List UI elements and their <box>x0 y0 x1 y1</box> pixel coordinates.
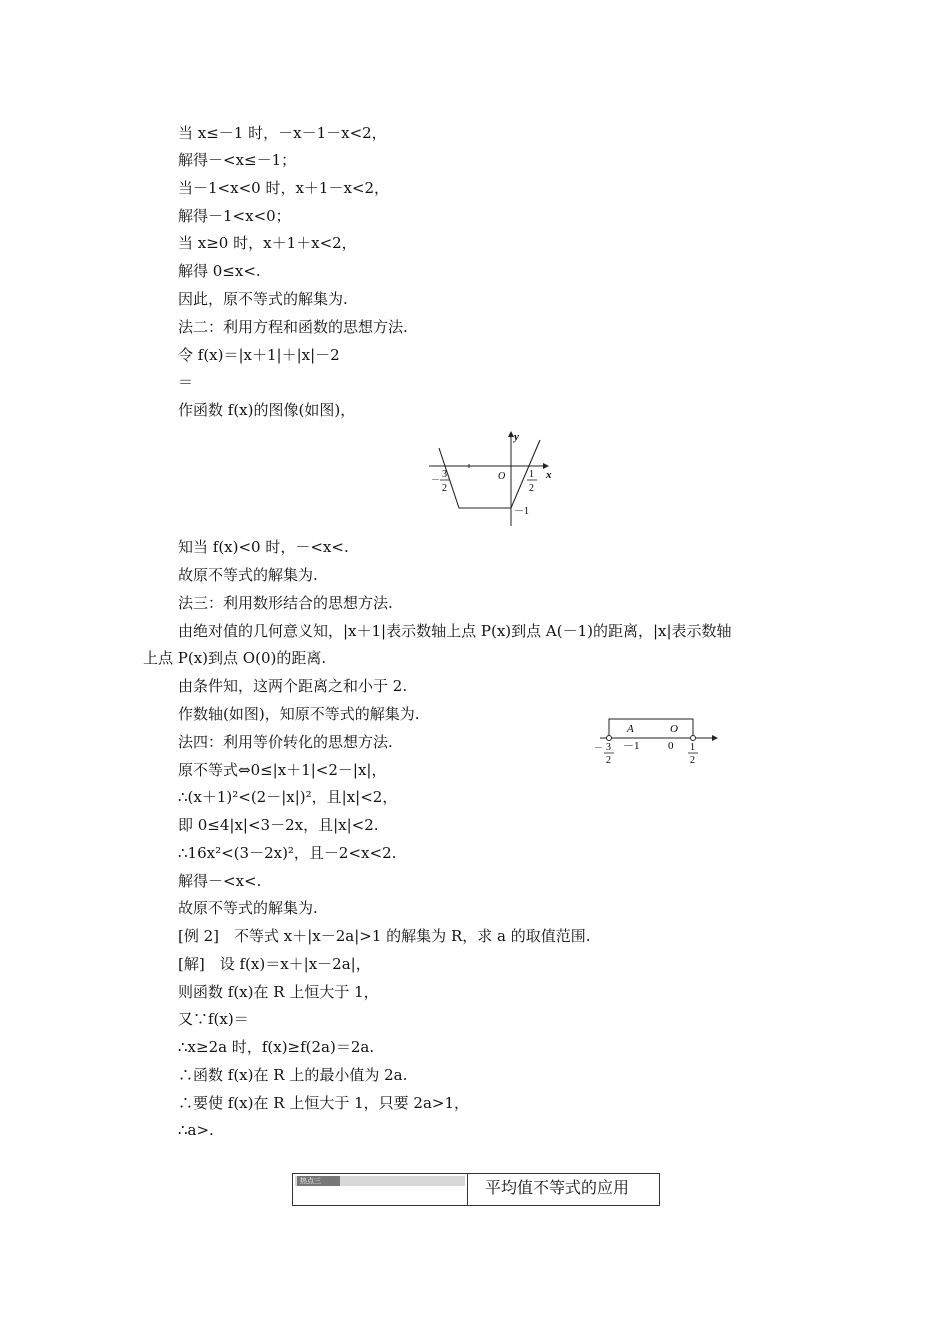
tick-neg1: －1 <box>623 740 640 752</box>
text-line: 即 0≤4|x|<3－2x，且|x|<2. <box>178 816 379 834</box>
section-tag: 热点三 <box>297 1176 340 1186</box>
text-line: ∴a>. <box>178 1121 214 1139</box>
text-line: 法四：利用等价转化的思想方法. <box>178 733 393 751</box>
text-line: ＝ <box>178 373 194 391</box>
text-line: 当 x≥0 时，x＋1＋x<2， <box>178 234 357 252</box>
neg-sign: － <box>594 743 604 753</box>
tick-0: 0 <box>668 740 674 752</box>
neg-denominator: 2 <box>606 755 611 766</box>
point-o-label: O <box>670 723 678 735</box>
text-line: ∴(x＋1)²<(2－|x|)²，且|x|<2， <box>178 788 398 806</box>
open-endpoint <box>607 736 612 741</box>
text-line: 当 x≤－1 时，－x－1－x<2， <box>178 124 387 142</box>
pos-numerator: 1 <box>690 742 695 753</box>
origin-label: O <box>498 471 506 482</box>
number-line-figure <box>590 714 720 766</box>
section-title: 平均值不等式的应用 <box>485 1178 630 1197</box>
text-line: 解得－1<x<0； <box>178 207 291 225</box>
x-axis-label: x <box>546 469 552 481</box>
text-line: 知当 f(x)<0 时，－<x<. <box>178 538 349 556</box>
text-line: 令 f(x)＝|x＋1|＋|x|－2 <box>178 346 340 364</box>
text-line: 则函数 f(x)在 R 上恒大于 1， <box>178 983 379 1001</box>
text-line: [解] 设 f(x)＝x＋|x－2a|， <box>178 955 371 973</box>
text-line: 解得 0≤x<. <box>178 262 261 280</box>
min-label: －1 <box>514 506 529 517</box>
number-line-arrow <box>712 735 718 741</box>
function-curve <box>439 440 540 508</box>
open-endpoint <box>691 736 696 741</box>
text-line: ∴函数 f(x)在 R 上的最小值为 2a. <box>178 1066 408 1084</box>
text-line: ∴要使 f(x)在 R 上恒大于 1，只要 2a>1， <box>178 1094 469 1112</box>
pos-numerator: 1 <box>529 469 534 480</box>
text-line: ∴16x²<(3－2x)²，且－2<x<2. <box>178 844 397 862</box>
text-line: 法三：利用数形结合的思想方法. <box>178 594 393 612</box>
text-line: 上点 P(x)到点 O(0)的距离. <box>143 649 327 667</box>
neg-numerator: 3 <box>606 742 611 753</box>
text-line: 由条件知，这两个距离之和小于 2. <box>178 677 408 695</box>
text-line: ∴x≥2a 时，f(x)≥f(2a)＝2a. <box>178 1038 375 1056</box>
text-line: 由绝对值的几何意义知，|x＋1|表示数轴上点 P(x)到点 A(－1)的距离，|x|表示数轴 <box>178 622 732 640</box>
pos-denominator: 2 <box>690 755 695 766</box>
divider <box>467 1174 468 1205</box>
pos-denominator: 2 <box>529 483 534 494</box>
section-header <box>292 1173 660 1206</box>
y-axis-label: y <box>514 431 519 443</box>
neg-denominator: 2 <box>442 483 447 494</box>
text-line: 故原不等式的解集为. <box>178 899 318 917</box>
text-line: 法二：利用方程和函数的思想方法. <box>178 318 408 336</box>
text-line: 解得－<x≤－1； <box>178 151 297 169</box>
text-line: 作数轴(如图)，知原不等式的解集为. <box>178 705 420 723</box>
text-line: 因此，原不等式的解集为. <box>178 290 348 308</box>
interval-box <box>609 719 693 738</box>
text-line: [例 2] 不等式 x＋|x－2a|>1 的解集为 R，求 a 的取值范围. <box>178 927 591 945</box>
text-line: 故原不等式的解集为. <box>178 566 318 584</box>
neg-sign: － <box>431 475 441 485</box>
text-line: 作函数 f(x)的图像(如图)， <box>178 401 356 419</box>
text-line: 解得－<x<. <box>178 872 262 890</box>
text-line: 原不等式⇔0≤|x＋1|<2－|x|， <box>178 761 387 779</box>
point-a-label: A <box>627 723 634 735</box>
text-line: 当－1<x<0 时，x＋1－x<2， <box>178 179 390 197</box>
section-tag-bar <box>295 1176 465 1186</box>
neg-numerator: 3 <box>442 469 447 480</box>
text-line: 又∵f(x)＝ <box>178 1010 249 1028</box>
function-graph <box>425 428 560 528</box>
